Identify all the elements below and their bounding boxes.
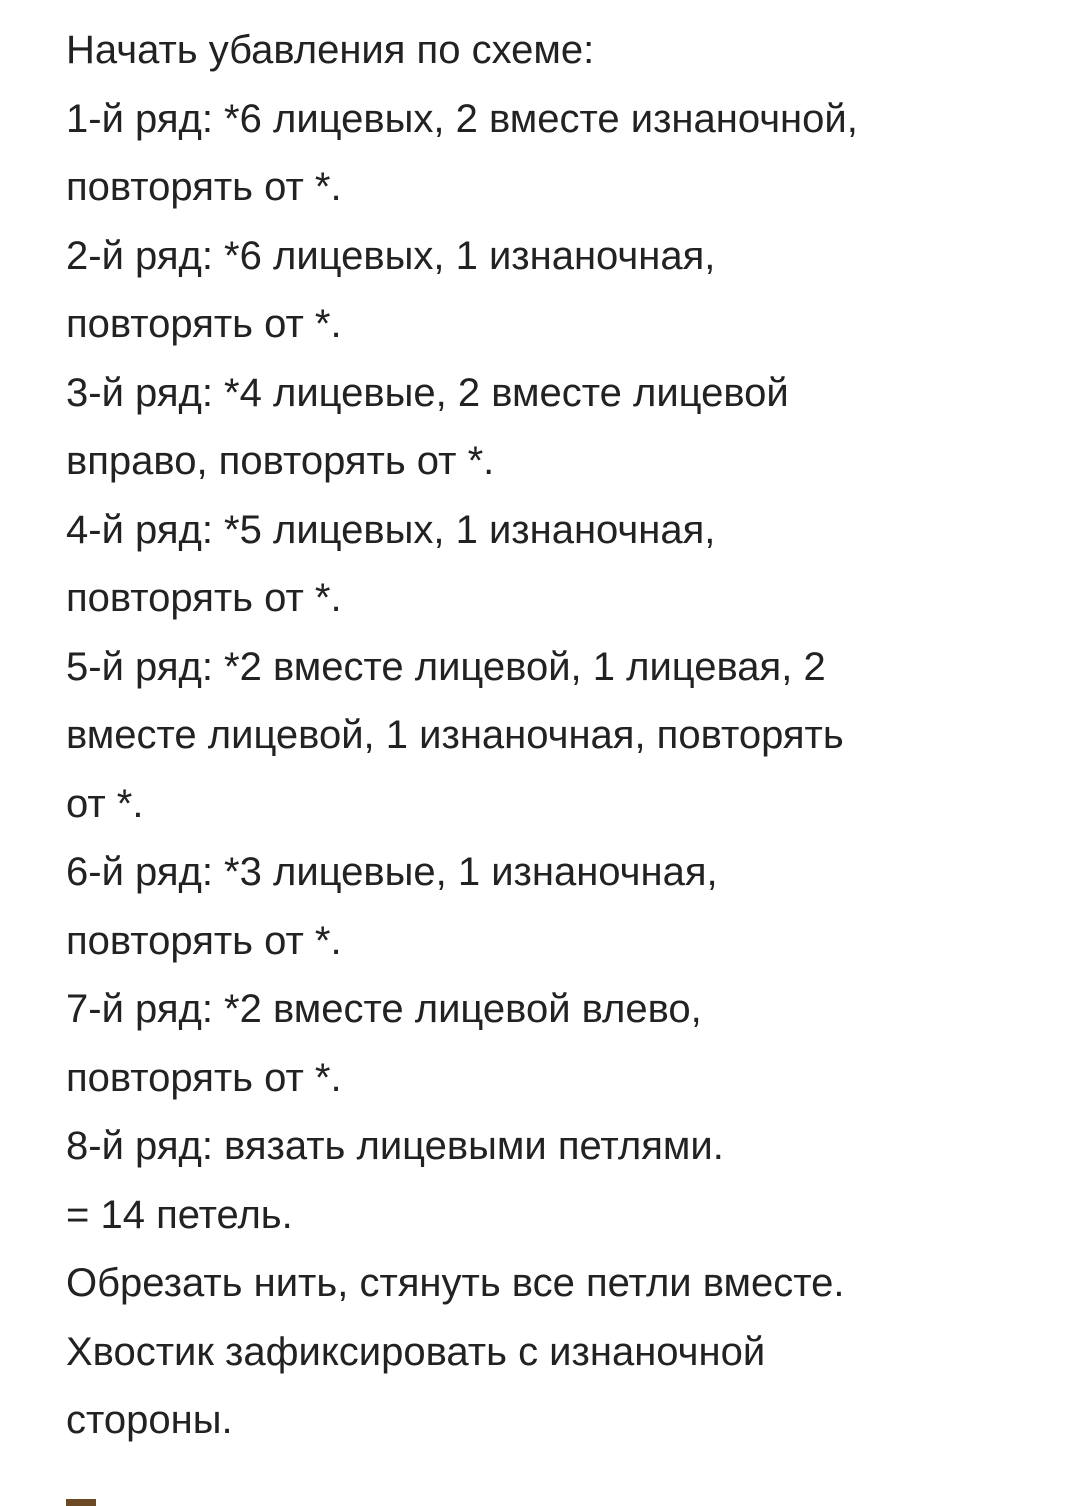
row-5-line-a: 5-й ряд: *2 вместе лицевой, 1 лицевая, 2 bbox=[66, 644, 826, 689]
row-1-line-a: 1-й ряд: *6 лицевых, 2 вместе изнаночной, bbox=[66, 96, 858, 141]
row-5-line-b: вместе лицевой, 1 изнаночная, повторять bbox=[66, 713, 844, 757]
row-6-line-b: повторять от *. bbox=[66, 918, 342, 963]
row-7-line-a: 7-й ряд: *2 вместе лицевой влево, bbox=[66, 987, 702, 1031]
row-5-line-c: от *. bbox=[66, 781, 144, 826]
row-4-line-a: 4-й ряд: *5 лицевых, 1 изнаночная, bbox=[66, 507, 716, 552]
accent-divider bbox=[66, 1499, 96, 1506]
row-2-line-b: повторять от *. bbox=[66, 302, 342, 346]
finish-line-b: Хвостик зафиксировать с изнаночной bbox=[66, 1329, 766, 1374]
row-1-line-b: повторять от *. bbox=[66, 165, 342, 209]
row-7-line-b: повторять от *. bbox=[66, 1055, 342, 1100]
row-3-line-a: 3-й ряд: *4 лицевые, 2 вместе лицевой bbox=[66, 370, 789, 415]
instructions-text bbox=[66, 16, 1026, 1455]
stitch-count-line: = 14 петель. bbox=[66, 1192, 293, 1237]
intro-line: Начать убавления по схеме: bbox=[66, 28, 595, 72]
row-4-line-b: повторять от *. bbox=[66, 576, 342, 620]
row-2-line-a: 2-й ряд: *6 лицевых, 1 изнаночная, bbox=[66, 233, 716, 278]
row-6-line-a: 6-й ряд: *3 лицевые, 1 изнаночная, bbox=[66, 850, 718, 894]
row-3-line-b: вправо, повторять от *. bbox=[66, 439, 495, 483]
row-8-line: 8-й ряд: вязать лицевыми петлями. bbox=[66, 1124, 724, 1168]
finish-line-a: Обрезать нить, стянуть все петли вместе. bbox=[66, 1261, 845, 1305]
finish-line-c: стороны. bbox=[66, 1398, 233, 1442]
